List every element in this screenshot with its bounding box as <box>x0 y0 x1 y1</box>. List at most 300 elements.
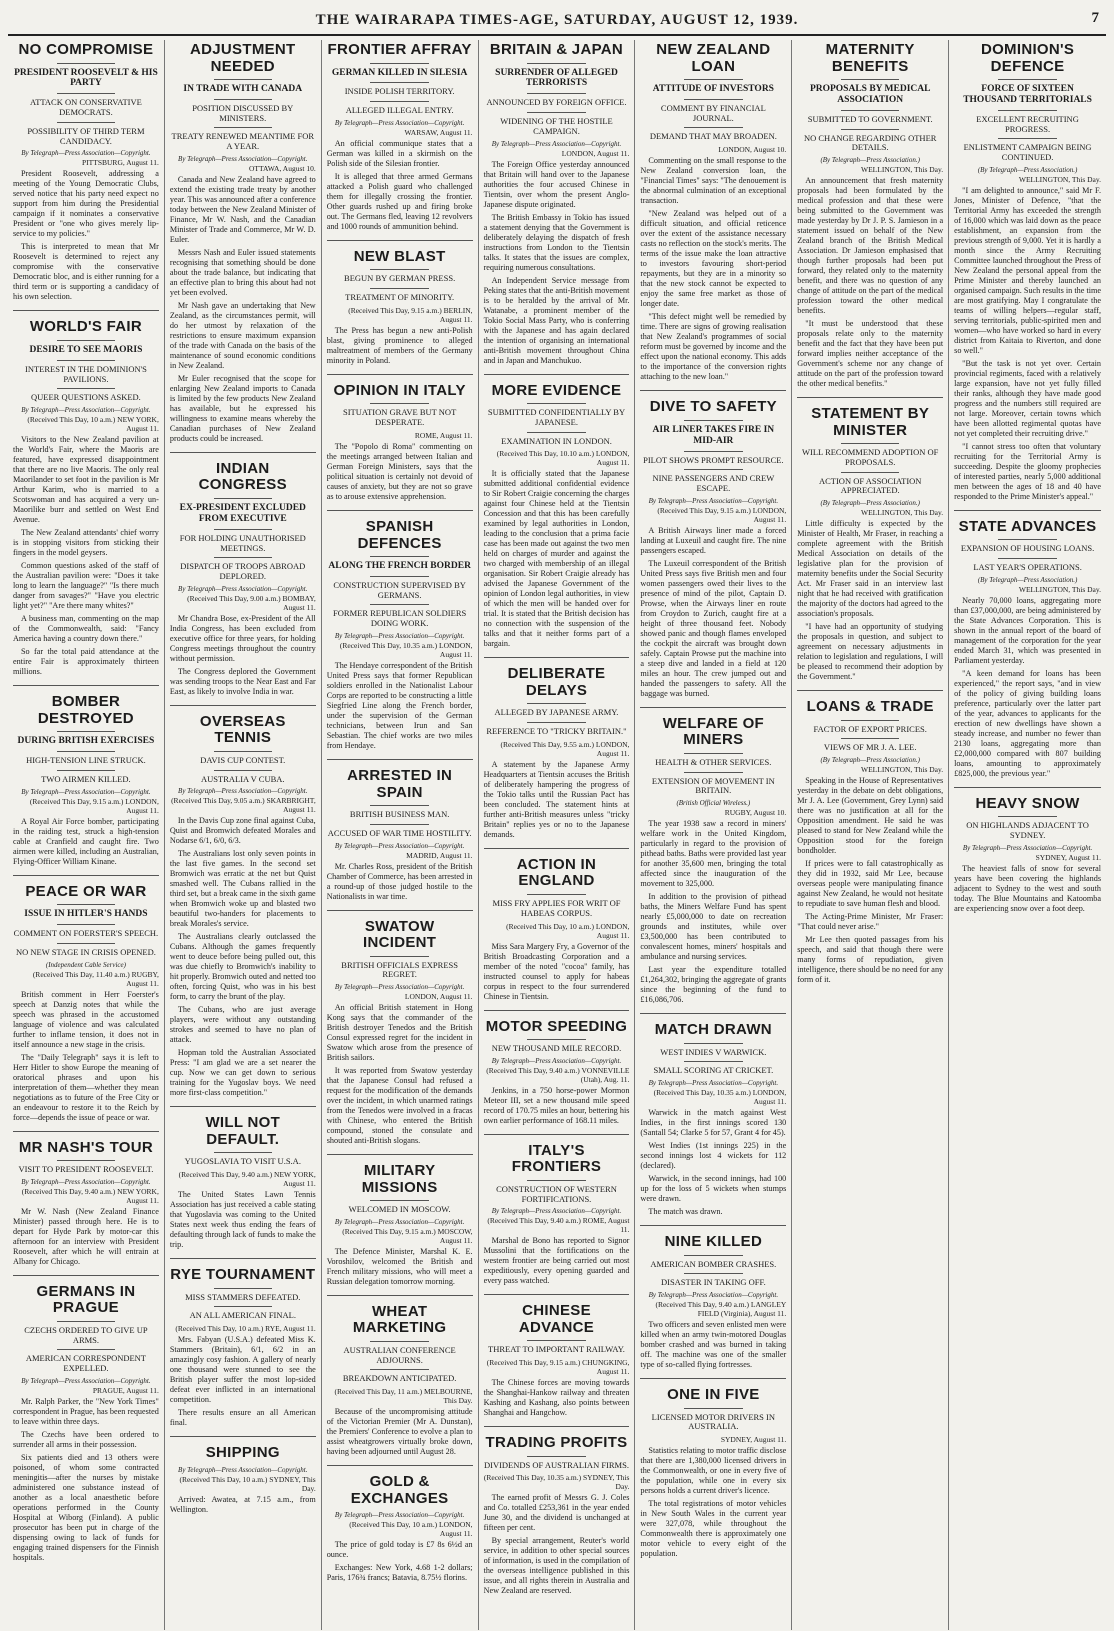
rule-divider <box>57 388 115 389</box>
article-paragraph: The Defence Minister, Marshal K. E. Voroshilov, welcomed the British and French military missions, who will meet a Russian delegation tomorrow morning. <box>326 1246 473 1286</box>
article-credit: By Telegraph—Press Association—Copyright. <box>334 1217 465 1226</box>
article-deck: ANNOUNCED BY FOREIGN OFFICE. <box>486 97 627 108</box>
article-paragraph: Miss Sara Margery Fry, a Governor of the British Broadcasting Corporation and a member of the noted "cocoa" family, has instructed counsel to apply for habeas corpus in respect to the four surrendered Chinese in Tientsin. <box>483 941 630 1001</box>
rule-divider <box>370 288 428 289</box>
article-credit: (Independent Cable Service) <box>45 960 126 969</box>
rule-divider <box>370 63 428 64</box>
article-deck: LAST YEAR'S OPERATIONS. <box>973 562 1082 573</box>
article-subheadline: ATTITUDE OF INVESTORS <box>652 84 774 94</box>
rule-divider <box>57 1321 115 1322</box>
article-dateline: LONDON, August 11. <box>404 992 473 1002</box>
article-paragraph: The "Popolo di Roma" commenting on the meetings arranged between Italian and German Foreign Ministers, says that the political situation is certainly not devoid of causes of anxiety, but they are not so grave as to arouse extensive apprehension. <box>326 442 473 502</box>
article-dateline: (Received This Day, 11.40 a.m.) RUGBY, August 11. <box>32 969 159 988</box>
article-paragraph: The price of gold today is £7 8s 6½d an ounce. <box>326 1540 473 1560</box>
article-headline: BRITAIN & JAPAN <box>489 41 624 58</box>
page-number: 7 <box>1091 10 1100 26</box>
article-paragraph: The Chinese forces are moving towards the Shanghai-Hankow railway and threaten Kashing and Kashang, also points between Shanghai and Hangchow. <box>483 1378 630 1418</box>
article-headline: DIVE TO SAFETY <box>649 398 777 416</box>
article <box>170 452 316 697</box>
article-deck: HEALTH & OTHER SERVICES. <box>655 756 772 767</box>
article-dateline: (Received This Day, 9.15 a.m.) LONDON, August 11. <box>29 796 159 815</box>
article-deck: INTEREST IN THE DOMINION'S PAVILIONS. <box>24 363 147 384</box>
article-subheadline: DURING BRITISH EXERCISES <box>17 736 155 747</box>
rule-divider <box>370 576 428 577</box>
article-deck: COMMENT ON FOERSTER'S SPEECH. <box>13 928 159 938</box>
article-dateline: LONDON, August 11. <box>561 148 630 158</box>
rule-divider <box>370 824 428 825</box>
article-headline: NEW ZEALAND LOAN <box>656 41 771 75</box>
rule-divider <box>57 770 115 771</box>
rule-divider <box>57 63 115 64</box>
article-dateline: SYDNEY, August 11. <box>1035 852 1101 862</box>
article-headline: SPANISH DEFENCES <box>357 518 442 552</box>
article-dateline: (Received This Day, 10 a.m.) SYDNEY, This Day. <box>179 1474 316 1493</box>
article-headline: TRADING PROFITS <box>485 1434 628 1452</box>
article-headline: ARRESTED IN SPAIN <box>347 767 453 801</box>
article <box>327 42 473 232</box>
article-deck: TREATY RENEWED MEANTIME FOR A YEAR. <box>171 131 315 152</box>
article-headline: SWATOW INCIDENT <box>363 917 437 952</box>
column-4 <box>479 40 636 1630</box>
article-headline: LOANS & TRADE <box>806 698 934 716</box>
article-paragraph: Hopman told the Australian Associated Press: "I am glad we are a set nearer the cup. Now we can get down to serious training for the Yugoslav boys. We need more first-class competition." <box>169 1048 316 1098</box>
article-credit: By Telegraph—Press Association—Copyright. <box>334 983 465 992</box>
article-headline: STATE ADVANCES <box>958 517 1097 535</box>
rule-divider <box>527 722 585 723</box>
rule-divider <box>684 79 742 80</box>
article-deck: NO CHANGE REGARDING OTHER DETAILS. <box>803 132 937 153</box>
article-deck: MISS FRY APPLIES FOR WRIT OF HABEAS CORPUS. <box>492 897 621 918</box>
article-paragraph: Last year the expenditure totalled £1,264,302, bringing the aggregate of grants since the beginning of the fund to £16,086,706. <box>640 965 787 1005</box>
rule-divider <box>841 129 899 130</box>
article <box>327 240 473 366</box>
article-headline: SHIPPING <box>205 1444 280 1462</box>
article-headline: FRONTIER AFFRAY <box>327 41 472 58</box>
article-headline: MATERNITY BENEFITS <box>825 41 915 75</box>
article-deck: BRITISH BUSINESS MAN. <box>349 809 450 819</box>
article-credit: By Telegraph—Press Association—Copyright. <box>491 139 622 148</box>
article <box>327 1465 473 1583</box>
article-paragraph: By special arrangement, Reuter's world service, in addition to other special sources of information, is used in the compilation of the overseas intelligence published in this issue, and all rights therein in Australia and New Zealand are reserved. <box>483 1536 630 1596</box>
article-deck: WILL RECOMMEND ADOPTION OF PROPOSALS. <box>802 447 939 467</box>
article-deck: HIGH-TENSION LINE STRUCK. <box>26 755 146 766</box>
article <box>327 759 473 902</box>
rule-divider <box>214 770 272 771</box>
article-headline: OVERSEAS TENNIS <box>199 712 286 747</box>
article-paragraph: "A keen demand for loans has been experienced," the report says, "and in view of the policy of giving building loans preference, particularly over the latter part of the year, advances to applicants for the erection of new dwellings have shown a steady increase, and number no fewer than 2130 loans, aggregating more than £2,000,000 compared with 807 building loans, amounting to approximately £825,000, the previous year." <box>954 668 1101 778</box>
article <box>327 510 473 751</box>
article <box>484 42 630 366</box>
article-credit: By Telegraph—Press Association—Copyright. <box>491 1207 622 1216</box>
article-dateline: (Received This Day, 9.15 a.m.) LONDON, August 11. <box>657 505 787 524</box>
article-dateline: (Received This Day, 9.00 a.m.) BOMBAY, August 11. <box>187 593 316 612</box>
article-dateline: (Received This Day, 10.35 a.m.) SYDNEY, This Day. <box>483 1473 630 1492</box>
article <box>327 374 473 502</box>
rule-divider <box>684 1043 742 1044</box>
article-subheadline: FORCE OF SIXTEEN THOUSAND TERRITORIALS <box>963 84 1092 105</box>
article-deck: AMERICAN CORRESPONDENT EXPELLED. <box>25 1353 147 1374</box>
article-subheadline: EX-PRESIDENT EXCLUDED FROM EXECUTIVE <box>179 502 306 524</box>
article-paragraph: Because of the uncompromising attitude of the Victorian Premier (Mr A. Dunstan), the Premiers' Conference to evolve a plan to assist wheatgrowers virtually broke down, having been adjourned until August 28. <box>326 1407 473 1457</box>
article-paragraph: Messrs Nash and Euler issued statements recognising that something should be done about the trade balance, but indicating that an effective plan to bring this about had not yet been evolved. <box>169 247 316 297</box>
article-credit: By Telegraph—Press Association—Copyright. <box>334 1511 465 1520</box>
article-deck: AMERICAN BOMBER CRASHES. <box>650 1258 777 1269</box>
rule-divider <box>57 943 115 944</box>
rule-divider <box>527 112 585 113</box>
article-paragraph: Two officers and seven enlisted men were killed when an army twin-motored Douglas bomber crashed and was burned in taking off. The machine was one of the smaller type of so-called flying fortresses. <box>640 1320 787 1370</box>
rule-divider <box>684 420 742 421</box>
article-paragraph: If prices were to fall catastrophically as they did in 1932, said Mr Lee, because overseas people were manipulating finance against New Zealand, he would not hesitate to repudiate to save human flesh and blood. <box>797 859 944 909</box>
article-paragraph: Warwick in the match against West Indies, in the first innings scored 130 (Santall 54; Clarke 5 for 57, Grant 4 for 45). <box>640 1108 787 1138</box>
rule-divider <box>214 1288 272 1289</box>
rule-divider <box>527 894 585 895</box>
article-paragraph: Exchanges: New York, 4.68 1-2 dollars; Paris, 176¾ francs; Batavia, 8.75½ florins. <box>326 1563 473 1583</box>
article <box>640 1378 786 1559</box>
rule-divider <box>527 63 585 64</box>
article-paragraph: The Press has begun a new anti-Polish blast, giving prominence to alleged maltreatment of members of the Germany minority in Poland. <box>326 325 473 365</box>
article-dateline: WARSAW, August 11. <box>404 127 473 137</box>
article-headline: WORLD'S FAIR <box>29 318 142 336</box>
article-paragraph: A British Airways liner made a forced landing at Luxeuil and caught fire. The nine passengers escaped. <box>640 525 787 555</box>
article-deck: SUBMITTED CONFIDENTIALLY BY JAPANESE. <box>487 407 626 427</box>
article <box>13 42 159 302</box>
rule-divider <box>57 1160 115 1161</box>
rule-divider <box>57 360 115 361</box>
article-paragraph: Mr W. Nash (New Zealand Finance Minister) passed through here. He is to depart for Hyde Park by motor-car this afternoon for an interview with President Roosevelt, after which he will entrain at Albany for Chicago. <box>13 1206 159 1266</box>
column-1 <box>8 40 165 1630</box>
article-deck: SITUATION GRAVE BUT NOT DESPERATE. <box>343 407 457 428</box>
article-subheadline: ALONG THE FRENCH BORDER <box>328 561 471 572</box>
article-credit: By Telegraph—Press Association—Copyright. <box>178 787 308 796</box>
article <box>954 510 1101 779</box>
rule-divider <box>841 720 899 721</box>
article-paragraph: The Australians lost only seven points in the last five games. In the second set Bromwich was erratic at the net but Quist smashed well. The Cubans rallied in the third set, but a break came in the sixth game when Bromwich woke up and blasted two beautiful two-handers for placements to break Morales's service. <box>169 849 316 929</box>
article-paragraph: This is interpreted to mean that Mr Roosevelt is determined to reject any compromise with the conservative Democratic bloc, and is either running for a third term or is supporting a candidacy of his own selection. <box>13 242 159 302</box>
rule-divider <box>841 472 899 473</box>
article-paragraph: The year 1938 saw a record in miners' welfare work in the United Kingdom, particularly in regard to the provision of pithead baths. Baths were provided last year for another 35,600 men, bringing the total affected since the inauguration of the movement to 325,000. <box>640 819 787 889</box>
article-headline: MATCH DRAWN <box>654 1021 772 1039</box>
article-headline: NO COMPROMISE <box>18 41 154 58</box>
rule-divider <box>214 79 272 80</box>
article <box>797 42 943 389</box>
article-paragraph: The Hendaye correspondent of the British United Press says that former Republican soldiers enrolled in the Nationalist Labour Corps are reported to be constructing a little Siegfried Line along the French border, under the supervision of the German technicians, between Irun and San Sebastian. The chief works are two miles from Hendaye. <box>326 661 473 750</box>
article-headline: BOMBER DESTROYED <box>37 693 134 727</box>
rule-divider <box>370 805 428 806</box>
article <box>640 390 786 699</box>
article-headline: MORE EVIDENCE <box>491 381 622 399</box>
article-paragraph: Speaking in the House of Representatives yesterday in the debate on debt obligations, Mr J. A. Lee (Government, Grey Lynn) said there was no justification at all for the Opposition amendment. He said he was pleased to stand for New Zealand while the Opposition stood for the foreign bondholder. <box>797 776 944 856</box>
article-deck: SUBMITTED TO GOVERNMENT. <box>807 113 933 124</box>
rule-divider <box>841 110 899 111</box>
article-deck: CONSTRUCTION SUPERVISED BY GERMANS. <box>333 579 466 600</box>
article-dateline: RUGBY, August 10. <box>724 808 787 818</box>
rule-divider <box>57 1349 115 1350</box>
article-paragraph: Visitors to the New Zealand pavilion at the World's Fair, where the Maoris are featured, have expressed disappointment that there are no live Maoris. The only real Maorilander to set foot in the pavilion is Mr Arthur Karim, who is married to a Scotswoman and has acquired a very un-Maorilike burr and settled on West End Avenue. <box>13 435 159 525</box>
rule-divider <box>684 753 742 754</box>
article <box>797 397 943 682</box>
article-paragraph: West Indies (1st innings 225) in the second innings lost 4 wickets for 112 (declared). <box>640 1141 787 1171</box>
article-deck: DISASTER IN TAKING OFF. <box>660 1277 766 1288</box>
article-deck: EXPANSION OF HOUSING LOANS. <box>960 543 1095 554</box>
column-2 <box>165 40 322 1630</box>
article <box>484 374 630 650</box>
article-paragraph: "I am delighted to announce," said Mr F. Jones, Minister of Defence, "that the Territorial Army has exceeded the strength of 16,000 which was laid down as the peace establishment, an expansion from the previous strength of 9,000. Yet it is hardly a month since the Army Recruiting Committee launched throughout the Press of New Zealand the personal appeal from the Prime Minister and thereby launched an organised campaign. Such results in the time are most gratifying. May I congratulate the teams of willing helpers—regular staff, serving territorials, public-spirited men and women—who have worked so hard in every district from Kaitaia to Riverton, and done so well." <box>954 185 1101 355</box>
article-deck: BREAKDOWN ANTICIPATED. <box>342 1373 457 1384</box>
article <box>484 1294 630 1418</box>
rule-divider <box>57 93 115 94</box>
column-3 <box>322 40 479 1630</box>
rule-divider <box>841 79 899 80</box>
article-deck: ENLISTMENT CAMPAIGN BEING CONTINUED. <box>963 142 1092 163</box>
rule-divider <box>527 1039 585 1040</box>
article <box>640 707 786 1005</box>
article <box>13 875 159 1123</box>
rule-divider <box>214 127 272 128</box>
article-dateline: WELLINGTON, This Day. <box>861 508 944 518</box>
article-paragraph: So far the total paid attendance at the entire Fair is approximately thirteen millions. <box>13 647 159 677</box>
article-paragraph: Six patients died and 13 others were poisoned, of whom some contracted meningitis—after the nurses by mistake administered one substance instead of another as a local anaesthetic before operations performed in the County Hospital at Wiborg (Finland). A public prosecutor has been put in charge of the dispensing owing to lack of funds for engaging trained dispensers for the Finnish hospitals. <box>13 1452 159 1562</box>
rule-divider <box>214 529 272 530</box>
article-dateline: WELLINGTON, This Day. <box>1018 584 1101 594</box>
article-paragraph: British comment in Herr Foerster's speech at Danzig notes that while the speech was phrased in the accustomed language of violence and was calculated further to inflame tension, it does not in itself announce a new stage in the crisis. <box>13 989 159 1049</box>
column-6 <box>792 40 949 1630</box>
article-paragraph: It was reported from Swatow yesterday that the Japanese Consul had refused a request for the modification of the demands over the incident, in which unarmed ratings from the Tenedos were involved in a fracas with Chinese, who entered the British compound, stoned the consulate and shouted anti-British slogans. <box>326 1066 473 1146</box>
article-paragraph: The Australians clearly outclassed the Cubans. Although the games frequently went to deuce before being pulled out, this was due chiefly to Bromwich's inability to hit properly. Bromwich outed and netted too often, forcing Quist, who was in his best form, to carry the brunt of the play. <box>169 932 316 1002</box>
article <box>954 42 1101 502</box>
rule-divider <box>214 1152 272 1153</box>
article-headline: MOTOR SPEEDING <box>485 1017 628 1035</box>
article <box>170 705 316 1099</box>
article-paragraph: Arrived: Awatea, at 7.15 a.m., from Wellington. <box>169 1494 316 1514</box>
article-paragraph: There results ensure an all American final. <box>169 1408 316 1428</box>
article-deck: DISPATCH OF TROOPS ABROAD DEPLORED. <box>180 561 306 582</box>
article-headline: MR NASH'S TOUR <box>18 1138 153 1156</box>
article-dateline: PRAGUE, August 11. <box>92 1385 159 1395</box>
article-paragraph: In addition to the provision of pithead baths, the Miners Welfare Fund has spent nearly £5,000,000 to date on recreation grounds and institutes, while over £3,500,000 has been contributed to convalescent homes, miners' hospitals and ambulance and nursing services. <box>640 892 787 962</box>
article <box>484 848 630 1002</box>
article-dateline: LONDON, August 10. <box>718 145 787 155</box>
article-headline: OPINION IN ITALY <box>333 381 466 399</box>
article-deck: VIEWS OF MR J. A. LEE. <box>823 742 917 753</box>
rule-divider <box>998 558 1057 559</box>
article-subheadline: IN TRADE WITH CANADA <box>183 84 303 94</box>
article-paragraph: Mr Lee then quoted passages from his speech, and said that though there were many forms of repudiation, given intelligence, there should be no need for any form of it. <box>797 935 944 985</box>
rule-divider <box>370 956 428 957</box>
article-paragraph: The Czechs have been ordered to surrender all arms in their possession. <box>13 1429 159 1449</box>
rule-divider <box>370 1341 428 1342</box>
article-headline: NEW BLAST <box>353 247 446 265</box>
article-deck: NO NEW STAGE IN CRISIS OPENED. <box>15 946 156 957</box>
article-dateline: (Received This Day, 10 a.m.) LONDON, August 11. <box>506 921 630 940</box>
article-deck: TWO AIRMEN KILLED. <box>41 773 131 784</box>
article-paragraph: It is alleged that three armed Germans attacked a Polish guard who challenged them for illegally crossing the frontier. Other guards rushed up and firing broke out. The Germans fled, leaving 12 revolvers and 1000 rounds of ammunition behind. <box>326 171 473 231</box>
article-deck: LICENSED MOTOR DRIVERS IN AUSTRALIA. <box>651 1411 776 1432</box>
article-headline: NINE KILLED <box>664 1233 763 1251</box>
article-headline: ACTION IN ENGLAND <box>516 855 597 890</box>
article-deck: CZECHS ORDERED TO GIVE UP ARMS. <box>24 1324 148 1345</box>
article-credit: By Telegraph—Press Association—Copyright. <box>491 1056 622 1065</box>
article-headline: GOLD & EXCHANGES <box>350 1473 449 1507</box>
article-deck: DIVIDENDS OF AUSTRALIAN FIRMS. <box>483 1459 629 1470</box>
article-credit: By Telegraph—Press Association—Copyright. <box>21 1376 151 1385</box>
article-paragraph: Commenting on the small response to the New Zealand conversion loan, the "Financial Times" says: "The denouement is the abnormal culmination of an exceptional transaction. <box>640 156 787 206</box>
article-paragraph: Mr Euler recognised that the scope for enlarging New Zealand imports to Canada is limited by the few products New Zealand has available, but he expressed his willingness to examine means whereby the Canadian purchases of New Zealand products could be increased. <box>169 373 316 443</box>
article <box>484 1010 630 1126</box>
article-paragraph: The Cubans, who are just average players, were without any outstanding strokes and seemed to have no plan of attack. <box>169 1005 316 1045</box>
article <box>327 1295 473 1457</box>
article-dateline: ROME, August 11. <box>414 431 473 441</box>
article <box>484 1426 630 1596</box>
rule-divider <box>57 340 115 341</box>
article-headline: STATEMENT BY MINISTER <box>811 405 930 439</box>
rule-divider <box>57 904 115 905</box>
article-dateline: SYDNEY, August 11. <box>720 1435 787 1445</box>
rule-divider <box>684 451 742 452</box>
article-paragraph: "This defect might well be remedied by time. There are signs of growing realisation that New Zealand's programmes of social reform must be governed by income and the effect upon the national economy. This adds to the importance of the conversion rights attaching to the new loan." <box>640 312 787 382</box>
article-dateline: (Received This Day, 9.40 a.m.) NEW YORK, August 11. <box>21 1186 159 1205</box>
article-dateline: (Received This Day, 9.40 a.m.) VONNEVILLE (Utah), Aug. 11. <box>486 1065 630 1084</box>
article-subheadline: ISSUE IN HITLER'S HANDS <box>24 909 148 920</box>
article-deck: YUGOSLAVIA TO VISIT U.S.A. <box>184 1156 301 1167</box>
article-paragraph: "I cannot stress too often that voluntary recruiting for the Territorial Army is succeeding. Despite the gloomy prophecies of interested parties, nearly 5,000 additional men between the ages of 18 and 40 have responded to the Prime Minister's appeal." <box>954 441 1101 501</box>
article-credit: By Telegraph—Press Association—Copyright. <box>648 1291 779 1300</box>
article-dateline: (Received This Day, 10 a.m.) LONDON, August 11. <box>349 1520 473 1539</box>
rule-divider <box>527 1340 585 1341</box>
rule-divider <box>998 138 1057 139</box>
rule-divider <box>57 731 115 732</box>
article-dateline: WELLINGTON, This Day. <box>1018 174 1101 184</box>
article-paragraph: Little difficulty is expected by the Minister of Health, Mr Fraser, in reaching a complete agreement with the British Medical Association on details of the legislative plan for the provision of maternity benefits under the Social Security Act. Mr Fraser said in an interview last night that he had received with gratification the majority of the doctors had agreed to the association's proposals. <box>797 519 944 619</box>
article-deck: SMALL SCORING AT CRICKET. <box>653 1065 774 1076</box>
article-deck: ATTACK ON CONSERVATIVE DEMOCRATS. <box>30 97 142 118</box>
article-dateline: WELLINGTON, This Day. <box>861 165 944 175</box>
article-paragraph: The total registrations of motor vehicles in New South Wales in the current year were 327,078, while throughout the Commonwealth there is approximately one motor vehicle to every eight of the population. <box>640 1499 787 1559</box>
rule-divider <box>370 82 428 83</box>
rule-divider <box>841 443 899 444</box>
article <box>327 1154 473 1287</box>
article-paragraph: In the Davis Cup zone final against Cuba, Quist and Bromwich defeated Morales and Nodarse 6/1, 6/0, 6/3. <box>169 816 316 846</box>
article-dateline: (Received This Day, 9.40 a.m.) LANGLEY FIELD (Virginia), August 11. <box>655 1300 787 1319</box>
article-dateline: (Received This Day, 10 a.m.) RYE, August 11. <box>175 1324 316 1334</box>
article-credit: (By Telegraph—Press Association.) <box>977 575 1078 584</box>
rule-divider <box>370 556 428 557</box>
article-deck: FACTOR OF EXPORT PRICES. <box>813 723 927 734</box>
article-deck: EXTENSION OF MOVEMENT IN BRITAIN. <box>651 775 775 796</box>
article-dateline: (Received This Day, 9.40 a.m.) NEW YORK, August 11. <box>178 1170 316 1189</box>
article-paragraph: A business man, commenting on the map of the Commonwealth, said: "Fancy America having a country down there." <box>13 614 159 644</box>
article-paragraph: The British Embassy in Tokio has issued a statement denying that the Government is deliberately delaying the dispatch of fresh instructions from London to the Tientsin talks. It states that the issues are complex, requiring numerous consultations. <box>483 212 630 272</box>
article-paragraph: "I have had an opportunity of studying the proposals in question, and subject to agreement on necessary adjustments in relation to legislation and regulations, I will be pleased to recommend their adoption by the Government." <box>797 622 944 682</box>
article <box>484 657 630 840</box>
article-paragraph: An Independent Service message from Peking states that the anti-British movement is to be heralded by the arrival of Mr. Watanabe, a prominent member of the Tokio Social Mass Party, who is conferring with the Japanese and has again declared the intention of organising an international anti-British movement throughout China and in Japan and Manchukuo. <box>483 275 630 365</box>
rule-divider <box>841 738 899 739</box>
article-credit: (By Telegraph—Press Association.) <box>820 156 920 165</box>
article-dateline: (Received This Day, 11 a.m.) MELBOURNE, This Day. <box>334 1387 473 1406</box>
article-paragraph: It is officially stated that the Japanese submitted additional confidential evidence to Sir Robert Craigie concerning the charges against four Chinese held at the Tientsin Concession and that this has been carefully examined by legal authorities in London, leading to the conclusion that a prima facie case has been made out against the two men held on charges of murder and against the two charged with membership of an illegal organisation. Sir Robert Craigie already has advised the Japanese Government of the opinion of London legal authorities, in view of which the men will be handed over for trial. It is stated that the British decision has no connection with the suspension of the talks and that it neither forms part of a bargain. <box>483 469 630 649</box>
article-dateline: (Received This Day, 9.40 a.m.) ROME, August 11. <box>487 1216 630 1235</box>
article-deck: EXCELLENT RECRUITING PROGRESS. <box>976 113 1079 134</box>
rule-divider <box>998 539 1057 540</box>
article-paragraph: Marshal de Bono has reported to Signor Mussolini that the fortifications on the western frontier are being carried out most expeditiously, every opening guarded and every pass watched. <box>483 1236 630 1286</box>
article-paragraph: The earned profit of Messrs G. J. Coles and Co. totalled £253,361 in the year ended June 30, and the dividend is unchanged at fifteen per cent. <box>483 1493 630 1533</box>
article-paragraph: "It must be understood that these proposals relate only to the maternity benefit and the fact that they have been put forward implies neither acceptance of the Government's scheme nor any change of attitude on the part of the profession toward the other medical benefits." <box>797 319 944 389</box>
article-dateline: (Received This Day, 10.35 a.m.) LONDON, August 11. <box>339 641 473 659</box>
article-dateline: (Received This Day, 9.15 a.m.) MOSCOW, August 11. <box>342 1226 473 1245</box>
article-paragraph: An official communique states that a German was killed in a skirmish on the Polish side of the Silesian frontier. <box>326 138 473 168</box>
article-headline: WILL NOT DEFAULT. <box>205 1114 281 1148</box>
rule-divider <box>998 79 1057 80</box>
column-5 <box>635 40 792 1630</box>
article <box>13 685 159 866</box>
article-paragraph: The Acting-Prime Minister, Mr Fraser: "That could never arise." <box>797 912 944 932</box>
article-deck: ALLEGED ILLEGAL ENTRY. <box>345 105 454 116</box>
article-paragraph: The match was drawn. <box>648 1207 723 1217</box>
article-headline: RYE TOURNAMENT <box>170 1266 316 1284</box>
article-credit: By Telegraph—Press Association—Copyright. <box>21 787 151 796</box>
article-paragraph: Mr Nash gave an undertaking that New Zealand, as the circumstances permit, will do her utmost by relaxation of the restrictions to ensure maximum expansion of the trade with Canada on the basis of the maintenance of sound economic conditions in New Zealand. <box>169 300 316 370</box>
article-deck: ACTION OF ASSOCIATION APPRECIATED. <box>818 475 922 496</box>
article-deck: AN ALL AMERICAN FINAL. <box>189 1310 296 1321</box>
article-paragraph: "New Zealand was helped out of a difficult situation, and official reticence over the extent of the assistance necessary casts no reflection on the stock's merits. The terms of the issue make the loan attractive to investors favouring short-period repayments, but they are in a minority so that the new stock cannot be expected to enjoy the same free market as those of longer date. <box>640 209 787 309</box>
rule-divider <box>684 1061 742 1062</box>
article-paragraph: Statistics relating to motor traffic disclose that there are 1,380,000 licensed drivers in the Commonwealth, or one in every five of the population, while one in every six persons holds a current driver's licence. <box>640 1446 787 1496</box>
article-credit: By Telegraph—Press Association—Copyright. <box>178 1465 308 1474</box>
article-paragraph: The Luxeuil correspondent of the British United Press says five British men and four women passengers owed their lives to the presence of mind of the pilot, Captain D. Prowse, when the Airways liner en route from Croydon to Zurich, caught fire at a height of three thousand feet. Nobody showed panic and though flames enveloped the cockpit the aircraft was brought down safely. Captain Prowse put the machine into a steep dive and landed in a field at 120 miles an hour. The crew jumped out and handed the passengers to safety. All the baggage was burned. <box>640 558 787 698</box>
article-headline: ONE IN FIVE <box>667 1386 760 1404</box>
article-deck: NEW THOUSAND MILE RECORD. <box>491 1043 622 1053</box>
article-headline: MILITARY MISSIONS <box>361 1162 438 1196</box>
article-subheadline: PROPOSALS BY MEDICAL ASSOCIATION <box>809 84 931 105</box>
rule-divider <box>527 1456 585 1457</box>
article-paragraph: An official British statement in Hong Kong says that the commander of the British destroyer Tenedos and the British Consul expressed regret for the incident in Swatow which arose from the presence of British sailors. <box>326 1003 473 1063</box>
article-credit: By Telegraph—Press Association—Copyright. <box>334 118 465 127</box>
article-headline: ITALY'S FRONTIERS <box>511 1141 602 1176</box>
article-deck: CONSTRUCTION OF WESTERN FORTIFICATIONS. <box>496 1183 617 1204</box>
article-paragraph: Mrs. Fabyan (U.S.A.) defeated Miss K. Stammers (Britain), 6/1, 6/2 in an amazingly cosy fashion. A gallery of nearly one thousand were stunned to see the British player suffer the most lop-sided defeat ever inflicted in an international competition. <box>169 1335 316 1405</box>
article <box>13 1131 159 1267</box>
rule-divider <box>370 1369 428 1370</box>
article <box>170 1106 316 1250</box>
article-deck: WELCOMED IN MOSCOW. <box>348 1204 451 1215</box>
article-subheadline: GERMAN KILLED IN SILESIA <box>331 67 468 78</box>
columns <box>8 40 1106 1630</box>
column-7 <box>949 40 1106 1630</box>
article <box>797 690 943 985</box>
article-paragraph: A statement by the Japanese Army Headquarters at Tientsin accuses the British of deliberately hampering the progress of the Tokio talks until the Russian Pact has been concluded. The statement hints at further anti-British measures unless "tricky Britain" replies yes or no to the Japanese demands. <box>483 759 630 839</box>
article-deck: FOR HOLDING UNAUTHORISED MEETINGS. <box>179 532 306 553</box>
rule-divider <box>57 751 115 752</box>
article-headline: GERMANS IN PRAGUE <box>36 1282 136 1317</box>
article-credit: By Telegraph—Press Association—Copyright. <box>962 843 1093 852</box>
rule-divider <box>684 1273 742 1274</box>
article-paragraph: President Roosevelt, addressing a meeting of the Young Democratic Clubs, served notice that his party need expect no support from him during the Presidential campaign if it nominates a conservative President or "one who gives merely lip-service to my policies." <box>13 169 159 239</box>
article-credit: (British Official Wireless.) <box>676 799 751 808</box>
article-credit: By Telegraph—Press Association—Copyright. <box>334 632 465 640</box>
article-deck: TREATMENT OF MINORITY. <box>345 292 455 303</box>
article-deck: EXAMINATION IN LONDON. <box>501 435 612 446</box>
article-headline: ADJUSTMENT NEEDED <box>190 41 296 75</box>
article-dateline: PITTSBURG, August 11. <box>82 158 159 168</box>
article-deck: PILOT SHOWS PROMPT RESOURCE. <box>643 454 784 465</box>
article-credit: By Telegraph—Press Association—Copyright. <box>648 496 779 505</box>
rule-divider <box>214 557 272 558</box>
rule-divider <box>214 751 272 752</box>
article-deck: VISIT TO PRESIDENT ROOSEVELT. <box>18 1164 154 1175</box>
rule-divider <box>370 101 428 102</box>
article-dateline: MADRID, August 11. <box>406 850 473 860</box>
article-subheadline: SURRENDER OF ALLEGED TERRORISTS <box>495 67 618 89</box>
article-deck: THREAT TO IMPORTANT RAILWAY. <box>488 1344 625 1355</box>
